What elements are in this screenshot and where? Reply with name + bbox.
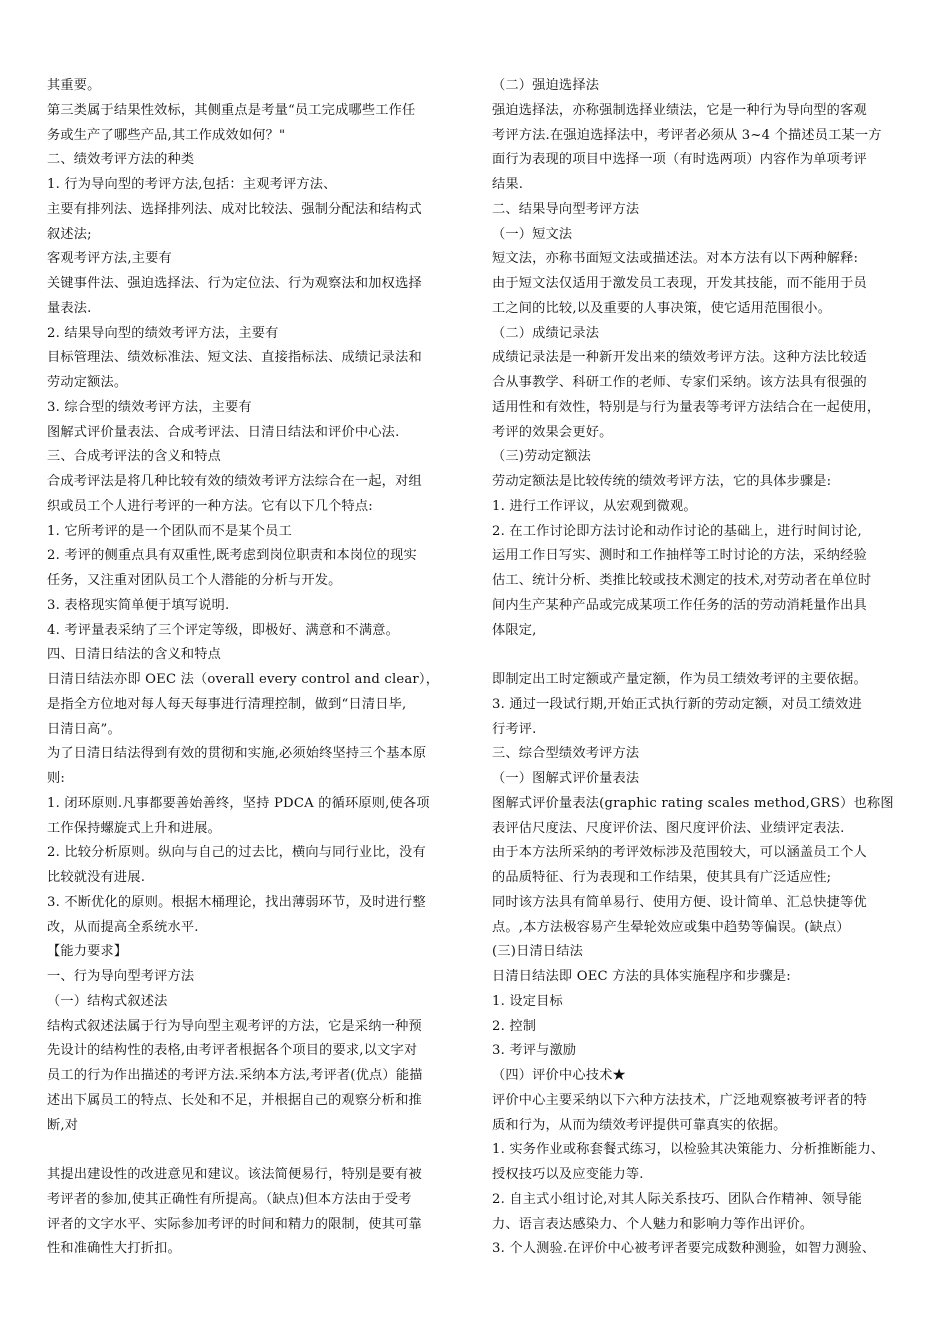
text-line: 断,对 xyxy=(47,1117,79,1133)
text-line: 日清日高”。 xyxy=(47,721,121,737)
text-line: 面行为表现的项目中选择一项（有时选两项）内容作为单项考评 xyxy=(492,152,867,168)
text-line: 关键事件法、强迫选择法、行为定位法、行为观察法和加权选择 xyxy=(47,276,422,291)
text-line: 三、合成考评法的含义和特点 xyxy=(47,449,222,465)
text-line: 成绩记录法是一种新开发出来的绩效考评方法。这种方法比较适 xyxy=(492,350,867,366)
text-line: 短文法，亦称书面短文法或描述法。对本方法有以下两种解释: xyxy=(492,251,859,267)
text-line: 一、行为导向型考评方法 xyxy=(47,969,195,984)
text-line: 比较就没有进展. xyxy=(47,870,146,885)
text-line: 1. 进行工作评议，从宏观到微观。 xyxy=(492,498,697,514)
text-line: 织或员工个人进行考评的一种方法。它有以下几个特点: xyxy=(47,498,373,514)
text-line: 为了日清日结法得到有效的贯彻和实施,必须始终坚持三个基本原 xyxy=(47,746,427,762)
text-line: 叙述法; xyxy=(47,226,92,242)
text-line: 1. 实务作业或称套餐式练习，以检验其决策能力、分析推断能力、 xyxy=(492,1142,885,1158)
text-line: （一）结构式叙述法 xyxy=(47,993,168,1009)
text-line: 合从事教学、科研工作的老师、专家们采纳。该方法具有很强的 xyxy=(492,375,867,390)
text-line: 点。,本方法极容易产生晕轮效应或集中趋势等偏误。(缺点） xyxy=(492,919,850,935)
text-line: 量表法. xyxy=(47,300,92,316)
text-line: （一）图解式评价量表法 xyxy=(492,771,640,786)
text-line: 质和行为，从而为绩效考评提供可靠真实的依据。 xyxy=(492,1117,787,1133)
text-line: 3. 表格现实简单便于填写说明. xyxy=(47,597,230,613)
text-line: （三)劳动定额法 xyxy=(492,449,592,465)
text-line: 任务，又注重对团队员工个人潜能的分析与开发。 xyxy=(47,573,342,588)
text-line: 2. 自主式小组讨论,对其人际关系技巧、团队合作精神、领导能 xyxy=(492,1191,862,1207)
text-line: 评价中心主要采纳以下六种方法技术，广泛地观察被考评者的特 xyxy=(492,1092,867,1108)
text-line: 即制定出工时定额或产量定额，作为员工绩效考评的主要依据。 xyxy=(492,672,867,687)
text-line: 合成考评法是将几种比较有效的绩效考评方法综合在一起，对组 xyxy=(47,474,422,489)
text-line: 日清日结法亦即 OEC 法（overall every control and clear）， xyxy=(47,672,440,687)
text-line: 日清日结法即 OEC 方法的具体实施程序和步骤是: xyxy=(492,969,791,984)
text-line: 主要有排列法、选择排列法、成对比较法、强制分配法和结构式 xyxy=(47,201,422,217)
text-line: 务或生产了哪些产品,其工作成效如何？" xyxy=(47,127,286,143)
text-line: （一）短文法 xyxy=(492,226,573,242)
text-line: 3. 考评与激励 xyxy=(492,1043,577,1059)
text-line: 考评者的参加,使其正确性有所提高。（缺点)但本方法由于受考 xyxy=(47,1191,412,1207)
text-line: 图解式评价量表法(graphic rating scales method,GRS）也称图 xyxy=(492,795,894,811)
text-line: 3. 不断优化的原则。根据木桶理论，找出薄弱环节，及时进行整 xyxy=(47,894,426,910)
text-line: 授权技巧以及应变能力等. xyxy=(492,1167,644,1182)
text-line: 则: xyxy=(47,771,66,786)
text-line: （二）成绩记录法 xyxy=(492,325,600,341)
text-line: 同时该方法具有简单易行、使用方便、设计简单、汇总快捷等优 xyxy=(492,894,867,910)
text-line: （四）评价中心技术★ xyxy=(492,1068,626,1083)
text-line: 三、综合型绩效考评方法 xyxy=(492,746,640,762)
text-line: 体限定, xyxy=(492,622,537,638)
text-line: 其提出建设性的改进意见和建议。该法简便易行，特别是要有被 xyxy=(47,1167,422,1182)
text-line: 是指全方位地对每人每天每事进行清理控制，做到“日清日毕, xyxy=(47,696,407,712)
text-line: 运用工作日写实、测时和工作抽样等工时讨论的方法，采纳经验 xyxy=(492,548,867,564)
text-line: 先设计的结构性的表格,由考评者根据各个项目的要求,以文字对 xyxy=(47,1043,418,1059)
text-line: 3. 综合型的绩效考评方法，主要有 xyxy=(47,399,252,415)
text-line: 2. 考评的侧重点具有双重性,既考虑到岗位职责和本岗位的现实 xyxy=(47,548,417,564)
text-line: 劳动定额法。 xyxy=(47,375,128,390)
text-line: 1. 闭环原则.凡事都要善始善终，坚持 PDCA 的循环原则,使各项 xyxy=(47,795,430,811)
text-line: 的品质特征、行为表现和工作结果，使其具有广泛适应性; xyxy=(492,870,832,885)
text-line: 表评估尺度法、尺度评价法、图尺度评价法、业绩评定表法. xyxy=(492,820,845,836)
text-line: 3. 通过一段试行期,开始正式执行新的劳动定额，对员工绩效进 xyxy=(492,696,862,712)
text-line: 考评方法.在强迫选择法中，考评者必须从 3~4 个描述员工某一方 xyxy=(492,127,882,143)
text-line: 2. 比较分析原则。纵向与自己的过去比，横向与同行业比，没有 xyxy=(47,845,426,861)
text-line: 结果. xyxy=(492,177,524,192)
text-line: 二、绩效考评方法的种类 xyxy=(47,152,195,168)
text-line: 改，从而提高全系统水平. xyxy=(47,919,199,935)
text-line: 【能力要求】 xyxy=(47,944,128,960)
right-column xyxy=(492,74,910,1262)
text-line: 力、语言表达感染力、个人魅力和影响力等作出评价。 xyxy=(492,1216,814,1232)
text-line: 2. 在工作讨论即方法讨论和动作讨论的基础上，进行时间讨论, xyxy=(492,523,862,539)
text-line: 1. 设定目标 xyxy=(492,993,563,1009)
paragraph-gap xyxy=(47,1138,465,1163)
text-line: 四、日清日结法的含义和特点 xyxy=(47,647,222,663)
text-line: 2. 控制 xyxy=(492,1018,537,1034)
text-line: 行考评. xyxy=(492,721,537,737)
text-line: 间内生产某种产品或完成某项工作任务的活的劳动消耗量作出具 xyxy=(492,597,867,613)
text-line: 评者的文字水平、实际参加考评的时间和精力的限制，使其可靠 xyxy=(47,1216,422,1232)
text-line: 4. 考评量表采纳了三个评定等级，即极好、满意和不满意。 xyxy=(47,622,400,638)
paragraph-gap xyxy=(492,643,910,668)
text-line: 员工的行为作出描述的考评方法.采纳本方法,考评者(优点）能描 xyxy=(47,1068,423,1083)
text-line: 由于短文法仅适用于激发员工表现，开发其技能，而不能用于员 xyxy=(492,276,867,291)
text-line: 由于本方法所采纳的考评效标涉及范围较大，可以涵盖员工个人 xyxy=(492,845,867,861)
text-line: 客观考评方法,主要有 xyxy=(47,251,172,267)
text-line: 1. 它所考评的是一个团队而不是某个员工 xyxy=(47,523,292,539)
text-line: 性和准确性大打折扣。 xyxy=(47,1241,181,1257)
text-line: 3. 个人测验.在评价中心被考评者要完成数种测验，如智力测验、 xyxy=(492,1241,876,1257)
text-line: 工之间的比较,以及重要的人事决策，使它适用范围很小。 xyxy=(492,300,832,316)
text-line: 工作保持螺旋式上升和进展。 xyxy=(47,820,222,836)
text-line: 结构式叙述法属于行为导向型主观考评的方法，它是采纳一种预 xyxy=(47,1018,422,1034)
text-line: 强迫选择法，亦称强制选择业绩法，它是一种行为导向型的客观 xyxy=(492,102,867,118)
text-line: 1. 行为导向型的考评方法,包括：主观考评方法、 xyxy=(47,177,337,192)
text-line: （二）强迫选择法 xyxy=(492,78,600,93)
text-line: 第三类属于结果性效标，其侧重点是考量“员工完成哪些工作任 xyxy=(47,102,416,118)
text-line: 劳动定额法是比较传统的绩效考评方法，它的具体步骤是: xyxy=(492,474,832,489)
text-line: 2. 结果导向型的绩效考评方法，主要有 xyxy=(47,325,279,341)
text-line: 适用性和有效性，特别是与行为量表等考评方法结合在一起使用， xyxy=(492,399,881,415)
text-line: 二、结果导向型考评方法 xyxy=(492,201,640,217)
text-line: 图解式评价量表法、合成考评法、日清日结法和评价中心法. xyxy=(47,424,400,440)
text-line: 目标管理法、绩效标准法、短文法、直接指标法、成绩记录法和 xyxy=(47,350,422,366)
text-line: 考评的效果会更好。 xyxy=(492,424,613,440)
left-column xyxy=(47,74,465,1262)
text-line: 其重要。 xyxy=(47,78,101,93)
text-line: (三)日清日结法 xyxy=(492,944,584,960)
text-line: 估工、统计分析、类推比较或技术测定的技术,对劳动者在单位时 xyxy=(492,573,872,588)
text-line: 述出下属员工的特点、长处和不足，并根据自己的观察分析和推 xyxy=(47,1092,422,1108)
